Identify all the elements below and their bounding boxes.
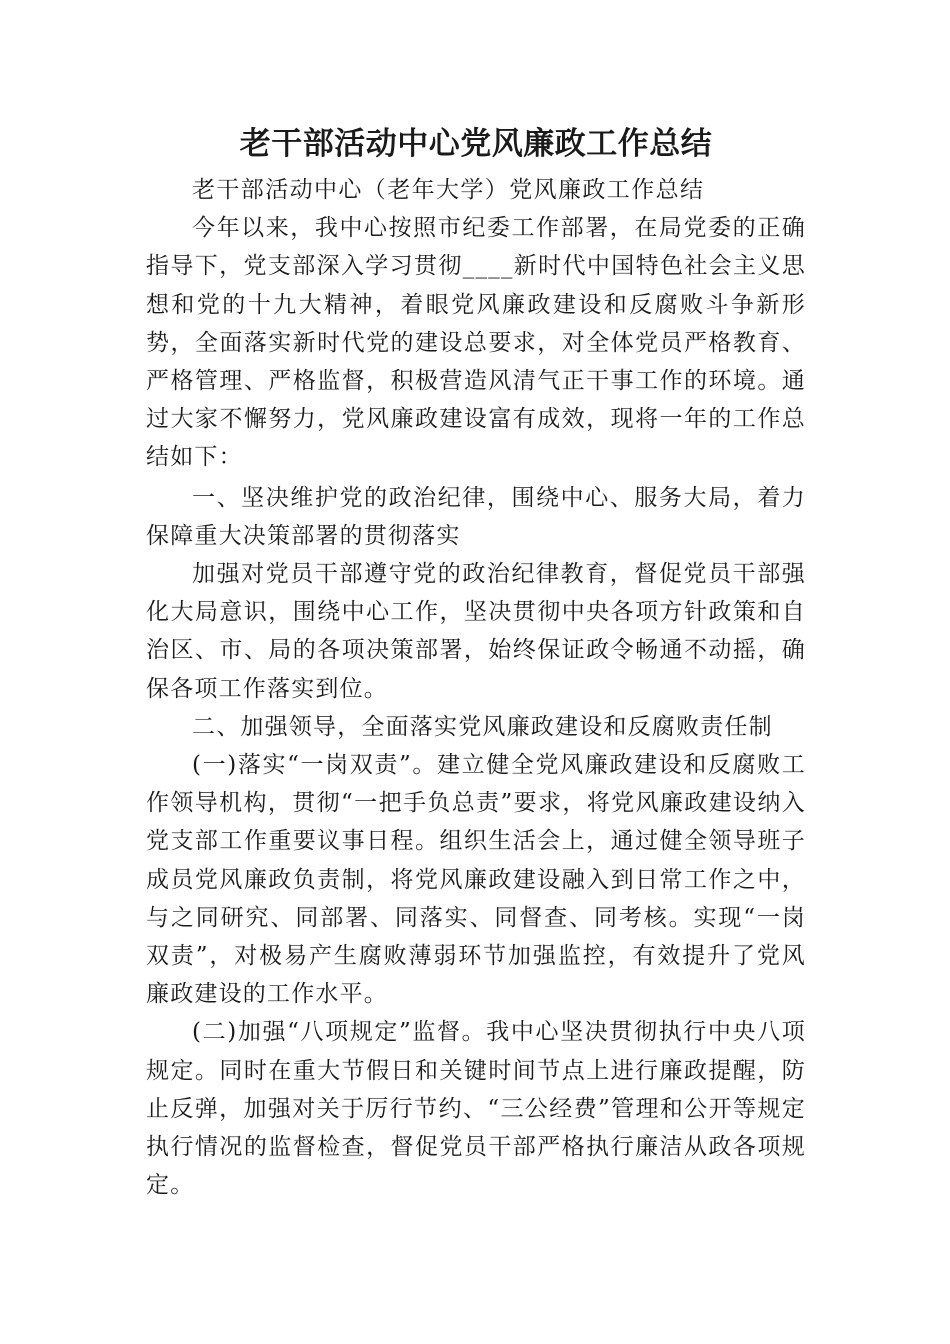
section-2-item-2-paragraph: (二)加强“八项规定”监督。我中心坚决贯彻执行中央八项规定。同时在重大节假日和关键时间节点上进行廉政提醒，防止反弹，加强对关于厉行节约、“三公经费”管理和公开等规定执行情况的监督检查，督促党员干部严格执行廉洁从政各项规定。 (146, 1019, 806, 1199)
document-page (146, 118, 806, 1204)
document-title: 老干部活动中心党风廉政工作总结 (239, 126, 713, 162)
section-1-paragraph: 加强对党员干部遵守党的政治纪律教育，督促党员干部强化大局意识，围绕中心工作，坚决贯彻中央各项方针政策和自治区、市、局的各项决策部署，始终保证政令畅通不动摇，确保各项工作落实到位。 (146, 561, 806, 702)
section-heading-1: 一、坚决维护党的政治纪律，围绕中心、服务大局，着力保障重大决策部署的贯彻落实 (146, 484, 806, 549)
section-2-item-1-paragraph: (一)落实“一岗双责”。建立健全党风廉政建设和反腐败工作领导机构，贯彻“一把手负总责”要求，将党风廉政建设纳入党支部工作重要议事日程。组织生活会上，通过健全领导班子成员党风廉政负责制，将党风廉政建设融入到日常工作之中，与之同研究、同部署、同落实、同督查、同考核。实现“一岗双责”，对极易产生腐败薄弱环节加强监控，有效提升了党风廉政建设的工作水平。 (146, 752, 806, 1008)
document-subtitle: 老干部活动中心（老年大学）党风廉政工作总结 (192, 177, 705, 203)
section-heading-2: 二、加强领导，全面落实党风廉政建设和反腐败责任制 (192, 713, 773, 740)
intro-paragraph: 今年以来，我中心按照市纪委工作部署，在局党委的正确指导下，党支部深入学习贯彻____新时代中国特色社会主义思想和党的十九大精神，着眼党风廉政建设和反腐败斗争新形势，全面落实新时代党的建设总要求，对全体党员严格教育、严格管理、严格监督，积极营造风清气正干事工作的环境。通过大家不懈努力，党风廉政建设富有成效，现将一年的工作总结如下： (146, 215, 806, 471)
